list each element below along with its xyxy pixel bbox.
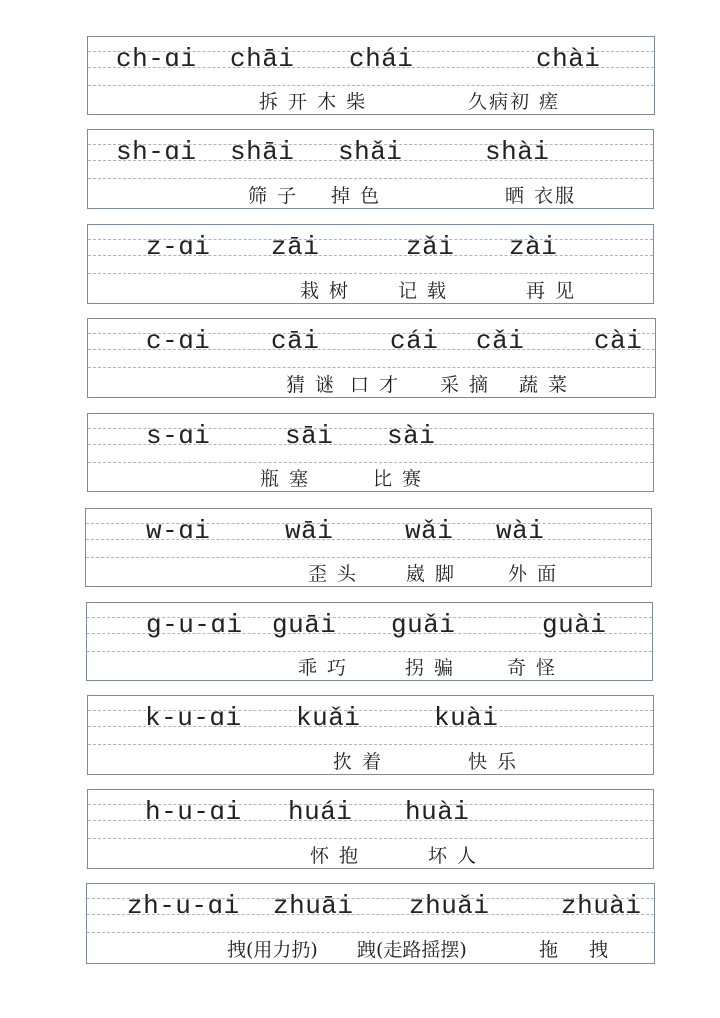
tone-syllable: cǎi — [476, 326, 525, 356]
pinyin-card-h-u-ai — [87, 789, 654, 869]
syllable-spelling: zh-u-ɑi — [127, 891, 240, 921]
tone-syllable: guāi — [272, 610, 337, 640]
syllable-spelling: h-u-ɑi — [145, 797, 242, 827]
pinyin-card-s-ai — [87, 413, 654, 492]
example-word: 久病初 瘥 — [468, 91, 561, 113]
tone-syllable: zhuǎi — [409, 891, 490, 921]
syllable-spelling: g-u-ɑi — [146, 610, 243, 640]
example-word: 口 才 — [350, 374, 401, 396]
tone-syllable: zhuài — [561, 891, 642, 921]
example-word: 筛 子 — [248, 185, 299, 207]
example-word: 瓶 塞 — [260, 468, 311, 490]
example-word: 晒 衣服 — [505, 185, 577, 207]
tone-syllable: chāi — [230, 44, 295, 74]
pinyin-card-k-u-ai — [87, 695, 654, 775]
pinyin-card-sh-ai — [87, 129, 654, 209]
syllable-spelling: z-ɑi — [146, 232, 211, 262]
tone-syllable: zhuāi — [273, 891, 354, 921]
guide-line-bottom — [87, 651, 652, 652]
pinyin-card-z-ai — [87, 224, 654, 304]
tone-syllable: kuài — [434, 703, 499, 733]
guide-line-bottom — [88, 744, 653, 745]
example-word: 栽 树 — [300, 280, 351, 302]
tone-syllable: cái — [390, 326, 439, 356]
guide-line-bottom — [88, 178, 653, 179]
guide-line-bottom — [88, 273, 653, 274]
tone-syllable: shài — [485, 137, 550, 167]
guide-line-bottom — [88, 367, 655, 368]
tone-syllable: wài — [496, 516, 545, 546]
pinyin-card-ch-ai — [87, 36, 655, 115]
example-word: 跩(走路摇摆) — [357, 939, 467, 961]
guide-line-bottom — [87, 932, 654, 933]
example-word: 快 乐 — [468, 751, 519, 773]
tone-syllable: shāi — [230, 137, 295, 167]
syllable-spelling: k-u-ɑi — [145, 703, 242, 733]
example-word: 坏 人 — [428, 845, 479, 867]
tone-syllable: huái — [288, 797, 353, 827]
example-word: 拽(用力扔) — [227, 939, 318, 961]
tone-syllable: huài — [405, 797, 470, 827]
example-word: 乖 巧 — [298, 657, 349, 679]
tone-syllable: zài — [509, 232, 558, 262]
pinyin-card-zh-u-ai — [86, 883, 655, 964]
example-word: 拽 — [589, 939, 611, 961]
tone-syllable: kuǎi — [296, 703, 361, 733]
syllable-spelling: c-ɑi — [146, 326, 211, 356]
tone-syllable: sāi — [285, 421, 334, 451]
example-word: 蔬 菜 — [519, 374, 570, 396]
example-word: 再 见 — [526, 280, 577, 302]
example-word: 怀 抱 — [310, 845, 361, 867]
syllable-spelling: s-ɑi — [146, 421, 211, 451]
tone-syllable: wāi — [285, 516, 334, 546]
example-word: 拆 开 木 柴 — [259, 91, 368, 113]
guide-line-bottom — [88, 85, 654, 86]
example-word: 歪 头 — [308, 563, 359, 585]
tone-syllable: guǎi — [391, 610, 456, 640]
tone-syllable: chài — [536, 44, 601, 74]
syllable-spelling: w-ɑi — [146, 516, 211, 546]
tone-syllable: sài — [387, 421, 436, 451]
tone-syllable: guài — [542, 610, 607, 640]
example-word: 掉 色 — [331, 185, 382, 207]
tone-syllable: wǎi — [405, 516, 454, 546]
tone-syllable: zǎi — [406, 232, 455, 262]
tone-syllable: shǎi — [338, 137, 403, 167]
example-word: 外 面 — [508, 563, 559, 585]
tone-syllable: zāi — [271, 232, 320, 262]
example-word: 扻 着 — [333, 751, 384, 773]
example-word: 拐 骗 — [405, 657, 456, 679]
tone-syllable: cāi — [271, 326, 320, 356]
example-word: 猜 谜 — [286, 374, 337, 396]
syllable-spelling: sh-ɑi — [116, 137, 197, 167]
example-word: 拖 — [539, 939, 561, 961]
example-word: 记 载 — [398, 280, 449, 302]
pinyin-card-w-ai — [85, 508, 652, 587]
tone-syllable: cài — [594, 326, 643, 356]
pinyin-card-g-u-ai — [86, 602, 653, 681]
example-word: 崴 脚 — [406, 563, 457, 585]
example-word: 采 摘 — [440, 374, 491, 396]
syllable-spelling: ch-ɑi — [116, 44, 197, 74]
example-word: 比 赛 — [373, 468, 424, 490]
tone-syllable: chái — [349, 44, 414, 74]
guide-line-bottom — [88, 838, 653, 839]
pinyin-card-c-ai — [87, 318, 656, 398]
example-word: 奇 怪 — [507, 657, 558, 679]
guide-line-bottom — [88, 462, 653, 463]
guide-line-bottom — [86, 557, 651, 558]
